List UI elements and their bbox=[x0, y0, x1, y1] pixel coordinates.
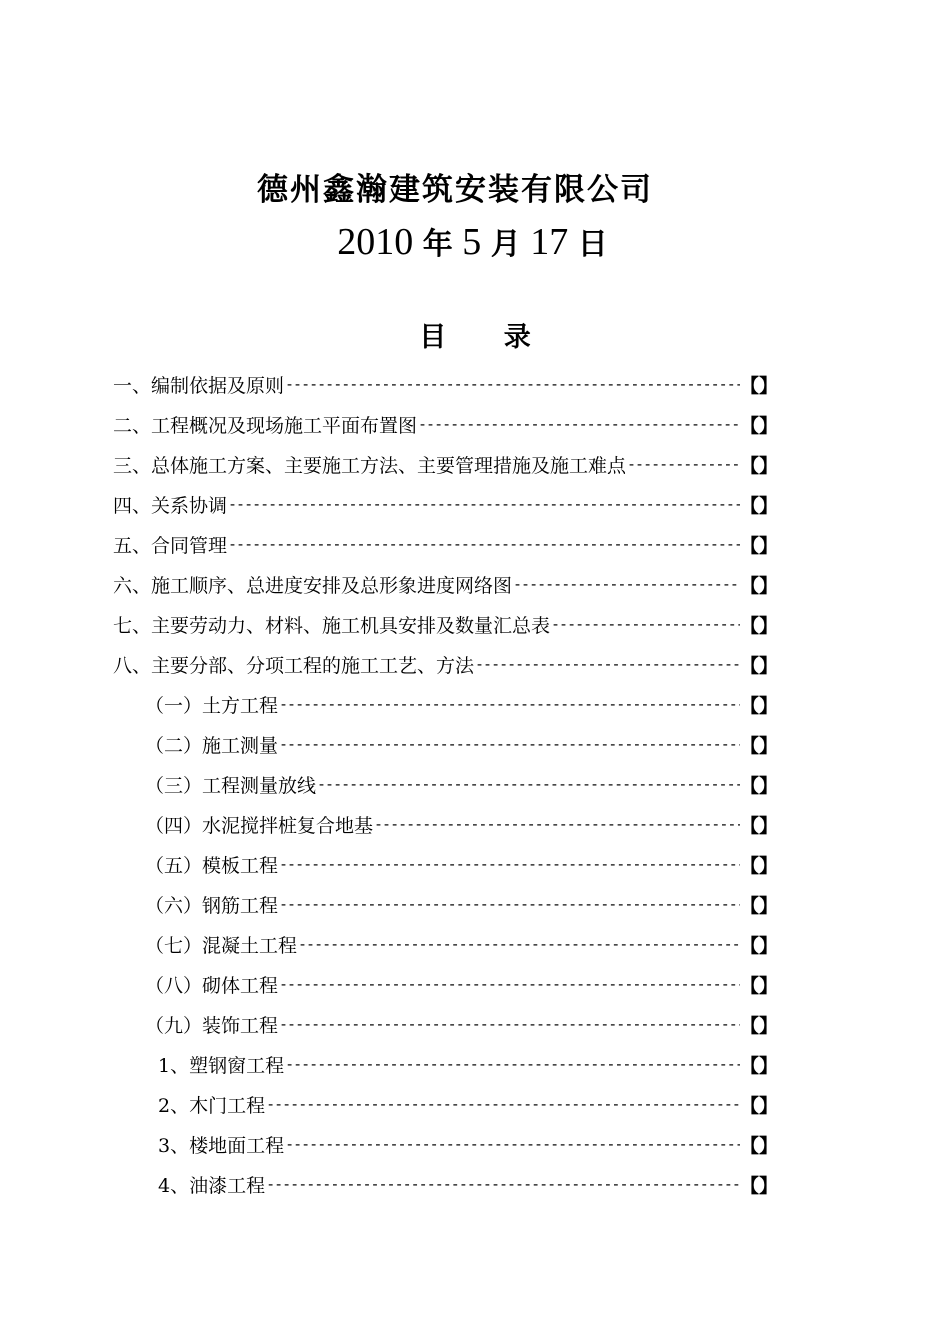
toc-page-mark: 【】 bbox=[739, 1014, 778, 1037]
toc-entry[interactable] bbox=[113, 924, 778, 964]
toc-entry-label: 3、楼地面工程 bbox=[158, 1134, 285, 1157]
toc-entry[interactable] bbox=[113, 484, 778, 524]
toc-dot-leader bbox=[284, 1135, 740, 1153]
toc-entry-label: 4、油漆工程 bbox=[158, 1174, 266, 1197]
toc-page-mark: 【】 bbox=[739, 934, 778, 957]
date-day: 17 bbox=[530, 221, 569, 263]
toc-page-mark: 【】 bbox=[739, 574, 778, 597]
toc-page-mark: 【】 bbox=[739, 694, 778, 717]
toc-entry[interactable] bbox=[113, 844, 778, 884]
toc-entry-label: 2、木门工程 bbox=[158, 1094, 266, 1117]
toc-entry-label: 八、主要分部、分项工程的施工工艺、方法 bbox=[113, 654, 475, 677]
toc-page-mark: 【】 bbox=[739, 974, 778, 997]
toc-dot-leader bbox=[278, 1015, 740, 1033]
toc-entry[interactable] bbox=[113, 884, 778, 924]
toc-entry-label: 六、施工顺序、总进度安排及总形象进度网络图 bbox=[113, 574, 513, 597]
company-name: 德州鑫瀚建筑安装有限公司 bbox=[257, 172, 653, 208]
toc-page-mark: 【】 bbox=[739, 854, 778, 877]
toc-dot-leader bbox=[297, 935, 740, 953]
toc-entry-label: （六）钢筋工程 bbox=[145, 894, 279, 917]
toc-dot-leader bbox=[474, 655, 740, 673]
toc-page-mark: 【】 bbox=[739, 814, 778, 837]
toc-entry-label: （八）砌体工程 bbox=[145, 974, 279, 997]
toc-entry[interactable] bbox=[113, 1124, 778, 1164]
toc-page-mark: 【】 bbox=[739, 414, 778, 437]
toc-entry-label: 一、编制依据及原则 bbox=[113, 374, 285, 397]
toc-page-mark: 【】 bbox=[739, 1054, 778, 1077]
toc-dot-leader bbox=[278, 855, 740, 873]
toc-page-mark: 【】 bbox=[739, 894, 778, 917]
document-date bbox=[0, 216, 945, 271]
toc-page-mark: 【】 bbox=[739, 1134, 778, 1157]
toc-entry-label: 七、主要劳动力、材料、施工机具安排及数量汇总表 bbox=[113, 614, 551, 637]
toc-entry[interactable] bbox=[113, 1004, 778, 1044]
toc-dot-leader bbox=[316, 775, 740, 793]
date-month: 5 bbox=[462, 221, 482, 263]
toc-entry[interactable] bbox=[113, 724, 778, 764]
toc-entry[interactable] bbox=[113, 604, 778, 644]
toc-dot-leader bbox=[265, 1095, 740, 1113]
toc-entry-label: （二）施工测量 bbox=[145, 734, 279, 757]
date-year: 2010 bbox=[337, 221, 414, 263]
toc-dot-leader bbox=[265, 1175, 740, 1193]
toc-entry-label: 五、合同管理 bbox=[113, 534, 228, 557]
toc-entry[interactable] bbox=[113, 684, 778, 724]
date-year-unit: 年 bbox=[422, 227, 453, 262]
toc-entry-label: （五）模板工程 bbox=[145, 854, 279, 877]
toc-dot-leader bbox=[626, 455, 740, 473]
toc-entry[interactable] bbox=[113, 644, 778, 684]
toc-page-mark: 【】 bbox=[739, 734, 778, 757]
toc-entry[interactable] bbox=[113, 444, 778, 484]
toc-entry-label: 二、工程概况及现场施工平面布置图 bbox=[113, 414, 418, 437]
toc-dot-leader bbox=[512, 575, 740, 593]
toc-entry-label: （四）水泥搅拌桩复合地基 bbox=[145, 814, 374, 837]
toc-dot-leader bbox=[550, 615, 740, 633]
toc-page-mark: 【】 bbox=[739, 494, 778, 517]
table-of-contents bbox=[113, 364, 778, 1204]
toc-dot-leader bbox=[417, 415, 740, 433]
toc-page-mark: 【】 bbox=[739, 1174, 778, 1197]
toc-page-mark: 【】 bbox=[739, 614, 778, 637]
toc-dot-leader bbox=[227, 535, 740, 553]
toc-entry-label: （三）工程测量放线 bbox=[145, 774, 317, 797]
toc-page-mark: 【】 bbox=[739, 1094, 778, 1117]
toc-entry[interactable] bbox=[113, 964, 778, 1004]
toc-dot-leader bbox=[227, 495, 740, 513]
toc-dot-leader bbox=[373, 815, 740, 833]
toc-entry[interactable] bbox=[113, 1044, 778, 1084]
toc-title-char: 录 bbox=[503, 322, 531, 353]
toc-title bbox=[0, 318, 950, 358]
toc-dot-leader bbox=[278, 735, 740, 753]
toc-page-mark: 【】 bbox=[739, 534, 778, 557]
toc-dot-leader bbox=[278, 895, 740, 913]
toc-entry-label: （七）混凝土工程 bbox=[145, 934, 298, 957]
toc-dot-leader bbox=[278, 695, 740, 713]
date-day-unit: 日 bbox=[577, 227, 608, 262]
date-month-unit: 月 bbox=[490, 227, 521, 262]
toc-entry-label: 1、塑钢窗工程 bbox=[158, 1054, 285, 1077]
toc-entry[interactable] bbox=[113, 524, 778, 564]
toc-entry[interactable] bbox=[113, 364, 778, 404]
toc-entry[interactable] bbox=[113, 1164, 778, 1204]
toc-entry[interactable] bbox=[113, 764, 778, 804]
toc-entry[interactable] bbox=[113, 404, 778, 444]
toc-entry[interactable] bbox=[113, 804, 778, 844]
toc-page-mark: 【】 bbox=[739, 774, 778, 797]
toc-dot-leader bbox=[278, 975, 740, 993]
toc-entry-label: 三、总体施工方案、主要施工方法、主要管理措施及施工难点 bbox=[113, 454, 627, 477]
toc-page-mark: 【】 bbox=[739, 654, 778, 677]
toc-entry-label: （一）土方工程 bbox=[145, 694, 279, 717]
toc-entry[interactable] bbox=[113, 564, 778, 604]
toc-entry-label: （九）装饰工程 bbox=[145, 1014, 279, 1037]
toc-entry[interactable] bbox=[113, 1084, 778, 1124]
toc-entry-label: 四、关系协调 bbox=[113, 494, 228, 517]
toc-page-mark: 【】 bbox=[739, 374, 778, 397]
toc-dot-leader bbox=[284, 1055, 740, 1073]
toc-dot-leader bbox=[284, 375, 740, 393]
toc-page-mark: 【】 bbox=[739, 454, 778, 477]
toc-title-char: 目 bbox=[419, 322, 447, 353]
